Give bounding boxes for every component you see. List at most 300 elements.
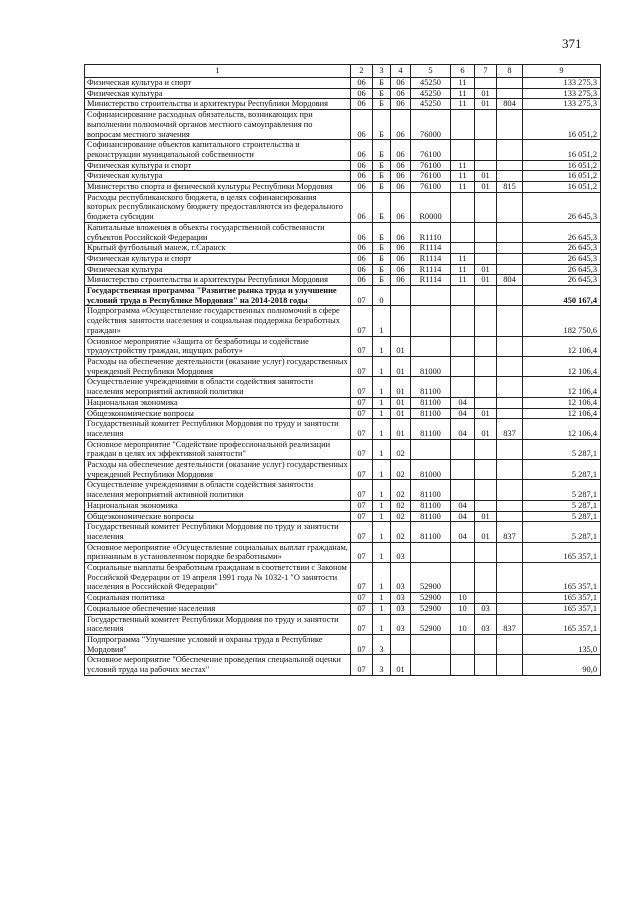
row-code-c6 (451, 377, 475, 397)
row-code-c5: R1114 (411, 264, 451, 275)
row-code-c4: 06 (391, 140, 411, 160)
budget-table (84, 64, 601, 676)
row-code-c4: 01 (391, 356, 411, 376)
row-code-c6: 11 (451, 253, 475, 264)
row-description: Государственная программа "Развитие рынка труда и улучшение условий труда в Республике Мордовия" на 2014-2018 годы (85, 286, 351, 306)
row-amount: 12 106,4 (523, 356, 601, 376)
table-row (85, 356, 601, 376)
row-code-c2: 07 (351, 655, 373, 675)
row-code-c3: 1 (373, 522, 391, 542)
row-code-c7 (475, 593, 497, 604)
row-code-c7 (475, 192, 497, 222)
row-code-c8: 804 (497, 275, 523, 286)
table-row (85, 306, 601, 336)
row-code-c8 (497, 192, 523, 222)
row-code-c5 (411, 634, 451, 654)
row-code-c2: 07 (351, 522, 373, 542)
row-code-c3: 1 (373, 439, 391, 459)
row-code-c7 (475, 563, 497, 593)
row-code-c3: 1 (373, 614, 391, 634)
row-code-c8 (497, 593, 523, 604)
row-amount: 12 106,4 (523, 336, 601, 356)
table-row (85, 563, 601, 593)
row-code-c3: 1 (373, 356, 391, 376)
row-code-c5: 76100 (411, 182, 451, 193)
row-amount: 90,0 (523, 655, 601, 675)
row-code-c5: 81100 (411, 419, 451, 439)
table-row (85, 377, 601, 397)
page-number: 371 (562, 36, 582, 51)
row-code-c3: 1 (373, 397, 391, 408)
row-code-c2: 07 (351, 593, 373, 604)
row-code-c6: 11 (451, 88, 475, 99)
row-code-c2: 06 (351, 78, 373, 89)
row-code-c7 (475, 500, 497, 511)
row-code-c7: 01 (475, 275, 497, 286)
row-amount: 16 051,2 (523, 171, 601, 182)
row-code-c4: 02 (391, 480, 411, 500)
row-description: Осуществление учреждениями в области содействия занятости населения мероприятий активной политики (85, 480, 351, 500)
row-code-c3: 1 (373, 542, 391, 562)
row-code-c2: 07 (351, 500, 373, 511)
row-code-c5: R1114 (411, 243, 451, 254)
row-code-c7 (475, 377, 497, 397)
row-code-c8 (497, 306, 523, 336)
row-code-c7 (475, 542, 497, 562)
row-code-c8 (497, 511, 523, 522)
row-amount: 165 357,1 (523, 593, 601, 604)
column-header: 5 (411, 65, 451, 78)
row-code-c4: 03 (391, 614, 411, 634)
row-code-c3: 1 (373, 603, 391, 614)
row-code-c8 (497, 243, 523, 254)
row-amount: 16 051,2 (523, 182, 601, 193)
row-code-c5: R1114 (411, 253, 451, 264)
table-row (85, 171, 601, 182)
row-code-c7: 01 (475, 408, 497, 419)
row-description: Физическая культура (85, 264, 351, 275)
row-code-c4: 03 (391, 603, 411, 614)
row-code-c7: 03 (475, 614, 497, 634)
row-code-c7 (475, 110, 497, 140)
row-code-c7 (475, 634, 497, 654)
row-code-c6: 04 (451, 500, 475, 511)
row-code-c6 (451, 542, 475, 562)
row-code-c3: Б (373, 140, 391, 160)
row-code-c4: 06 (391, 99, 411, 110)
row-code-c8 (497, 460, 523, 480)
row-description: Общеэкономические вопросы (85, 408, 351, 419)
row-code-c2: 07 (351, 439, 373, 459)
row-description: Государственный комитет Республики Мордовия по труду и занятости населения (85, 522, 351, 542)
row-code-c8: 837 (497, 614, 523, 634)
row-code-c5: 76100 (411, 171, 451, 182)
table-row (85, 408, 601, 419)
row-code-c2: 07 (351, 306, 373, 336)
row-code-c5: 52900 (411, 614, 451, 634)
row-code-c4: 01 (391, 336, 411, 356)
row-code-c8 (497, 634, 523, 654)
row-code-c7 (475, 439, 497, 459)
row-code-c8: 804 (497, 99, 523, 110)
row-code-c2: 07 (351, 603, 373, 614)
row-code-c2: 07 (351, 480, 373, 500)
row-code-c5: 76100 (411, 140, 451, 160)
row-amount: 165 357,1 (523, 563, 601, 593)
row-code-c5: 76100 (411, 160, 451, 171)
row-description: Министерство строительства и архитектуры Республики Мордовия (85, 99, 351, 110)
row-amount: 5 287,1 (523, 511, 601, 522)
row-code-c3: Б (373, 88, 391, 99)
row-description: Общеэкономические вопросы (85, 511, 351, 522)
row-amount: 5 287,1 (523, 460, 601, 480)
row-code-c6 (451, 140, 475, 160)
row-code-c2: 06 (351, 182, 373, 193)
row-code-c4: 01 (391, 419, 411, 439)
row-code-c5: 81000 (411, 460, 451, 480)
row-code-c4: 06 (391, 275, 411, 286)
table-row (85, 160, 601, 171)
column-header: 2 (351, 65, 373, 78)
row-code-c8: 815 (497, 182, 523, 193)
row-code-c6: 10 (451, 593, 475, 604)
row-code-c3: 3 (373, 634, 391, 654)
row-code-c5: R1110 (411, 222, 451, 242)
column-header: 1 (85, 65, 351, 78)
row-code-c2: 06 (351, 160, 373, 171)
row-amount: 135,0 (523, 634, 601, 654)
row-code-c7: 03 (475, 603, 497, 614)
row-code-c4: 06 (391, 110, 411, 140)
row-code-c6: 10 (451, 603, 475, 614)
row-code-c3: 1 (373, 460, 391, 480)
row-amount: 12 106,4 (523, 408, 601, 419)
row-code-c5: 52900 (411, 603, 451, 614)
table-row (85, 78, 601, 89)
row-code-c3: Б (373, 99, 391, 110)
row-code-c7 (475, 253, 497, 264)
row-code-c6: 11 (451, 171, 475, 182)
row-code-c6: 11 (451, 264, 475, 275)
row-code-c5 (411, 306, 451, 336)
row-code-c5: 45250 (411, 88, 451, 99)
row-code-c4: 02 (391, 522, 411, 542)
row-amount: 16 051,2 (523, 110, 601, 140)
row-code-c4: 02 (391, 439, 411, 459)
row-code-c3: Б (373, 192, 391, 222)
row-code-c3: Б (373, 110, 391, 140)
row-code-c8 (497, 356, 523, 376)
row-code-c2: 06 (351, 243, 373, 254)
row-code-c6: 04 (451, 397, 475, 408)
table-row (85, 192, 601, 222)
row-code-c6 (451, 356, 475, 376)
row-code-c8 (497, 78, 523, 89)
row-code-c4: 06 (391, 222, 411, 242)
table-row (85, 88, 601, 99)
row-code-c5 (411, 286, 451, 306)
row-description: Министерство спорта и физической культуры Республики Мордовия (85, 182, 351, 193)
row-description: Расходы на обеспечение деятельности (оказание услуг) государственных учреждений Республики Мордовия (85, 460, 351, 480)
row-code-c2: 06 (351, 99, 373, 110)
column-header: 4 (391, 65, 411, 78)
row-code-c3: 1 (373, 480, 391, 500)
row-code-c5: 81000 (411, 356, 451, 376)
row-code-c8: 837 (497, 522, 523, 542)
row-code-c3: Б (373, 275, 391, 286)
row-code-c2: 07 (351, 356, 373, 376)
table-row (85, 480, 601, 500)
row-code-c7 (475, 356, 497, 376)
row-code-c2: 06 (351, 171, 373, 182)
row-code-c2: 07 (351, 286, 373, 306)
row-code-c7: 01 (475, 511, 497, 522)
row-description: Государственный комитет Республики Мордовия по труду и занятости населения (85, 419, 351, 439)
row-code-c4 (391, 306, 411, 336)
row-code-c8 (497, 563, 523, 593)
row-code-c4: 01 (391, 397, 411, 408)
row-code-c6: 04 (451, 511, 475, 522)
row-code-c5: 81100 (411, 377, 451, 397)
row-description: Основное мероприятие «Защита от безработицы и содействие трудоустройству граждан, ищущих работу» (85, 336, 351, 356)
row-code-c7 (475, 286, 497, 306)
row-code-c2: 07 (351, 634, 373, 654)
row-code-c7: 01 (475, 264, 497, 275)
row-code-c8 (497, 408, 523, 419)
row-code-c6: 04 (451, 408, 475, 419)
column-header: 3 (373, 65, 391, 78)
column-header: 8 (497, 65, 523, 78)
row-code-c7 (475, 140, 497, 160)
row-code-c4: 01 (391, 377, 411, 397)
row-description: Министерство строительства и архитектуры Республики Мордовия (85, 275, 351, 286)
row-code-c5: R1114 (411, 275, 451, 286)
row-amount: 26 645,3 (523, 222, 601, 242)
table-row (85, 253, 601, 264)
row-code-c6: 11 (451, 99, 475, 110)
row-code-c3: Б (373, 253, 391, 264)
table-row (85, 336, 601, 356)
row-code-c3: 1 (373, 563, 391, 593)
row-description: Социальные выплаты безработным гражданам в соответствии с Законом Российской Федерации от 19 апреля 1991 года № 1032-1 "О занятости населения в Российской Федерации" (85, 563, 351, 593)
row-code-c3: 3 (373, 655, 391, 675)
row-amount: 12 106,4 (523, 397, 601, 408)
row-code-c4: 06 (391, 78, 411, 89)
row-code-c2: 07 (351, 408, 373, 419)
row-code-c6 (451, 286, 475, 306)
row-code-c8 (497, 480, 523, 500)
row-code-c8 (497, 264, 523, 275)
row-code-c8 (497, 542, 523, 562)
table-row (85, 264, 601, 275)
row-code-c4 (391, 634, 411, 654)
row-code-c4: 06 (391, 88, 411, 99)
row-code-c6: 04 (451, 419, 475, 439)
table-row (85, 286, 601, 306)
table-row (85, 397, 601, 408)
row-code-c3: Б (373, 171, 391, 182)
row-code-c2: 07 (351, 614, 373, 634)
row-code-c3: 1 (373, 593, 391, 604)
row-code-c8 (497, 110, 523, 140)
row-description: Основное мероприятие «Осуществление социальных выплат гражданам, признанным в установленном порядке безработными» (85, 542, 351, 562)
row-description: Государственный комитет Республики Мордовия по труду и занятости населения (85, 614, 351, 634)
row-amount: 26 645,3 (523, 264, 601, 275)
row-description: Физическая культура (85, 88, 351, 99)
row-code-c7: 01 (475, 182, 497, 193)
row-amount: 12 106,4 (523, 419, 601, 439)
row-code-c2: 07 (351, 419, 373, 439)
row-amount: 26 645,3 (523, 243, 601, 254)
row-description: Крытый футбольный манеж, г.Саранск (85, 243, 351, 254)
row-code-c6 (451, 480, 475, 500)
row-description: Подпрограмма "Улучшение условий и охраны труда в Республике Мордовия" (85, 634, 351, 654)
row-code-c4: 02 (391, 500, 411, 511)
row-description: Капитальные вложения в объекты государственной собственности субъектов Российской Федерации (85, 222, 351, 242)
row-code-c5: 81100 (411, 480, 451, 500)
row-code-c2: 07 (351, 460, 373, 480)
row-amount: 26 645,3 (523, 253, 601, 264)
table-row (85, 614, 601, 634)
row-code-c4: 03 (391, 593, 411, 604)
row-amount: 5 287,1 (523, 500, 601, 511)
row-code-c8 (497, 171, 523, 182)
row-code-c3: Б (373, 222, 391, 242)
row-code-c3: 1 (373, 306, 391, 336)
row-code-c6 (451, 243, 475, 254)
row-code-c4: 02 (391, 511, 411, 522)
table-row (85, 99, 601, 110)
row-code-c4: 06 (391, 160, 411, 171)
row-code-c6: 11 (451, 78, 475, 89)
row-description: Физическая культура и спорт (85, 78, 351, 89)
table-row (85, 500, 601, 511)
row-code-c7: 01 (475, 522, 497, 542)
row-code-c8 (497, 655, 523, 675)
row-code-c8 (497, 500, 523, 511)
row-code-c8 (497, 377, 523, 397)
row-amount: 5 287,1 (523, 522, 601, 542)
row-code-c7 (475, 460, 497, 480)
row-code-c5: 52900 (411, 593, 451, 604)
row-code-c5 (411, 336, 451, 356)
row-code-c6 (451, 336, 475, 356)
row-code-c2: 07 (351, 336, 373, 356)
column-header: 6 (451, 65, 475, 78)
row-description: Социальное обеспечение населения (85, 603, 351, 614)
row-code-c2: 07 (351, 563, 373, 593)
row-description: Социальная политика (85, 593, 351, 604)
table-row (85, 222, 601, 242)
row-amount: 182 750,6 (523, 306, 601, 336)
row-description: Национальная экономика (85, 397, 351, 408)
table-row (85, 182, 601, 193)
row-code-c4: 06 (391, 264, 411, 275)
row-description: Осуществление учреждениями в области содействия занятости населения мероприятий активной политики (85, 377, 351, 397)
row-code-c4: 01 (391, 655, 411, 675)
row-code-c3: Б (373, 78, 391, 89)
row-description: Софинансирование расходных обязательств, возникающих при выполнении полномочий органов местного самоуправления по вопросам местного значения (85, 110, 351, 140)
row-code-c7: 01 (475, 419, 497, 439)
row-code-c6 (451, 306, 475, 336)
row-code-c5: 76000 (411, 110, 451, 140)
row-amount: 16 051,2 (523, 140, 601, 160)
row-code-c2: 06 (351, 192, 373, 222)
row-code-c3: 1 (373, 511, 391, 522)
row-description: Расходы на обеспечение деятельности (оказание услуг) государственных учреждений Республики Мордовия (85, 356, 351, 376)
column-header: 9 (523, 65, 601, 78)
row-code-c7 (475, 397, 497, 408)
row-code-c6 (451, 222, 475, 242)
row-code-c7 (475, 243, 497, 254)
table-row (85, 511, 601, 522)
row-code-c6 (451, 634, 475, 654)
row-code-c6 (451, 655, 475, 675)
row-amount: 450 167,4 (523, 286, 601, 306)
row-code-c5: R0000 (411, 192, 451, 222)
row-amount: 133 275,3 (523, 78, 601, 89)
row-code-c5: 81100 (411, 511, 451, 522)
row-code-c4: 01 (391, 408, 411, 419)
row-code-c4: 06 (391, 243, 411, 254)
row-code-c3: 1 (373, 500, 391, 511)
row-code-c5: 45250 (411, 78, 451, 89)
row-code-c8 (497, 397, 523, 408)
row-code-c3: 1 (373, 377, 391, 397)
row-description: Основное мероприятие "Содействие профессиональной реализации граждан в целях их эффективной занятости" (85, 439, 351, 459)
row-code-c6: 11 (451, 182, 475, 193)
row-code-c8 (497, 603, 523, 614)
row-code-c4: 03 (391, 563, 411, 593)
table-row (85, 542, 601, 562)
row-code-c4 (391, 286, 411, 306)
row-amount: 12 106,4 (523, 377, 601, 397)
row-amount: 5 287,1 (523, 439, 601, 459)
row-code-c5: 45250 (411, 99, 451, 110)
row-code-c7: 01 (475, 99, 497, 110)
row-code-c6: 10 (451, 614, 475, 634)
row-code-c3: Б (373, 243, 391, 254)
row-code-c8 (497, 88, 523, 99)
row-code-c8 (497, 286, 523, 306)
table-row (85, 243, 601, 254)
row-code-c2: 07 (351, 377, 373, 397)
row-description: Основное мероприятие "Обеспечение проведения специальной оценки условий труда на рабочих местах" (85, 655, 351, 675)
row-amount: 165 357,1 (523, 603, 601, 614)
row-description: Национальная экономика (85, 500, 351, 511)
row-code-c5 (411, 439, 451, 459)
row-code-c7: 01 (475, 171, 497, 182)
table-row (85, 655, 601, 675)
row-code-c3: Б (373, 182, 391, 193)
row-amount: 26 645,3 (523, 192, 601, 222)
row-code-c3: 1 (373, 419, 391, 439)
row-code-c3: 1 (373, 336, 391, 356)
row-code-c8 (497, 140, 523, 160)
row-code-c7 (475, 306, 497, 336)
row-amount: 133 275,3 (523, 99, 601, 110)
table-row (85, 522, 601, 542)
row-code-c7: 01 (475, 88, 497, 99)
column-header: 7 (475, 65, 497, 78)
table-row (85, 275, 601, 286)
row-code-c5 (411, 655, 451, 675)
row-description: Подпрограмма «Осуществление государственных полномочий в сфере содействия занятости населения и социальная поддержка безработных граждан» (85, 306, 351, 336)
row-amount: 16 051,2 (523, 160, 601, 171)
row-code-c2: 06 (351, 110, 373, 140)
row-description: Физическая культура и спорт (85, 253, 351, 264)
row-amount: 133 275,3 (523, 88, 601, 99)
